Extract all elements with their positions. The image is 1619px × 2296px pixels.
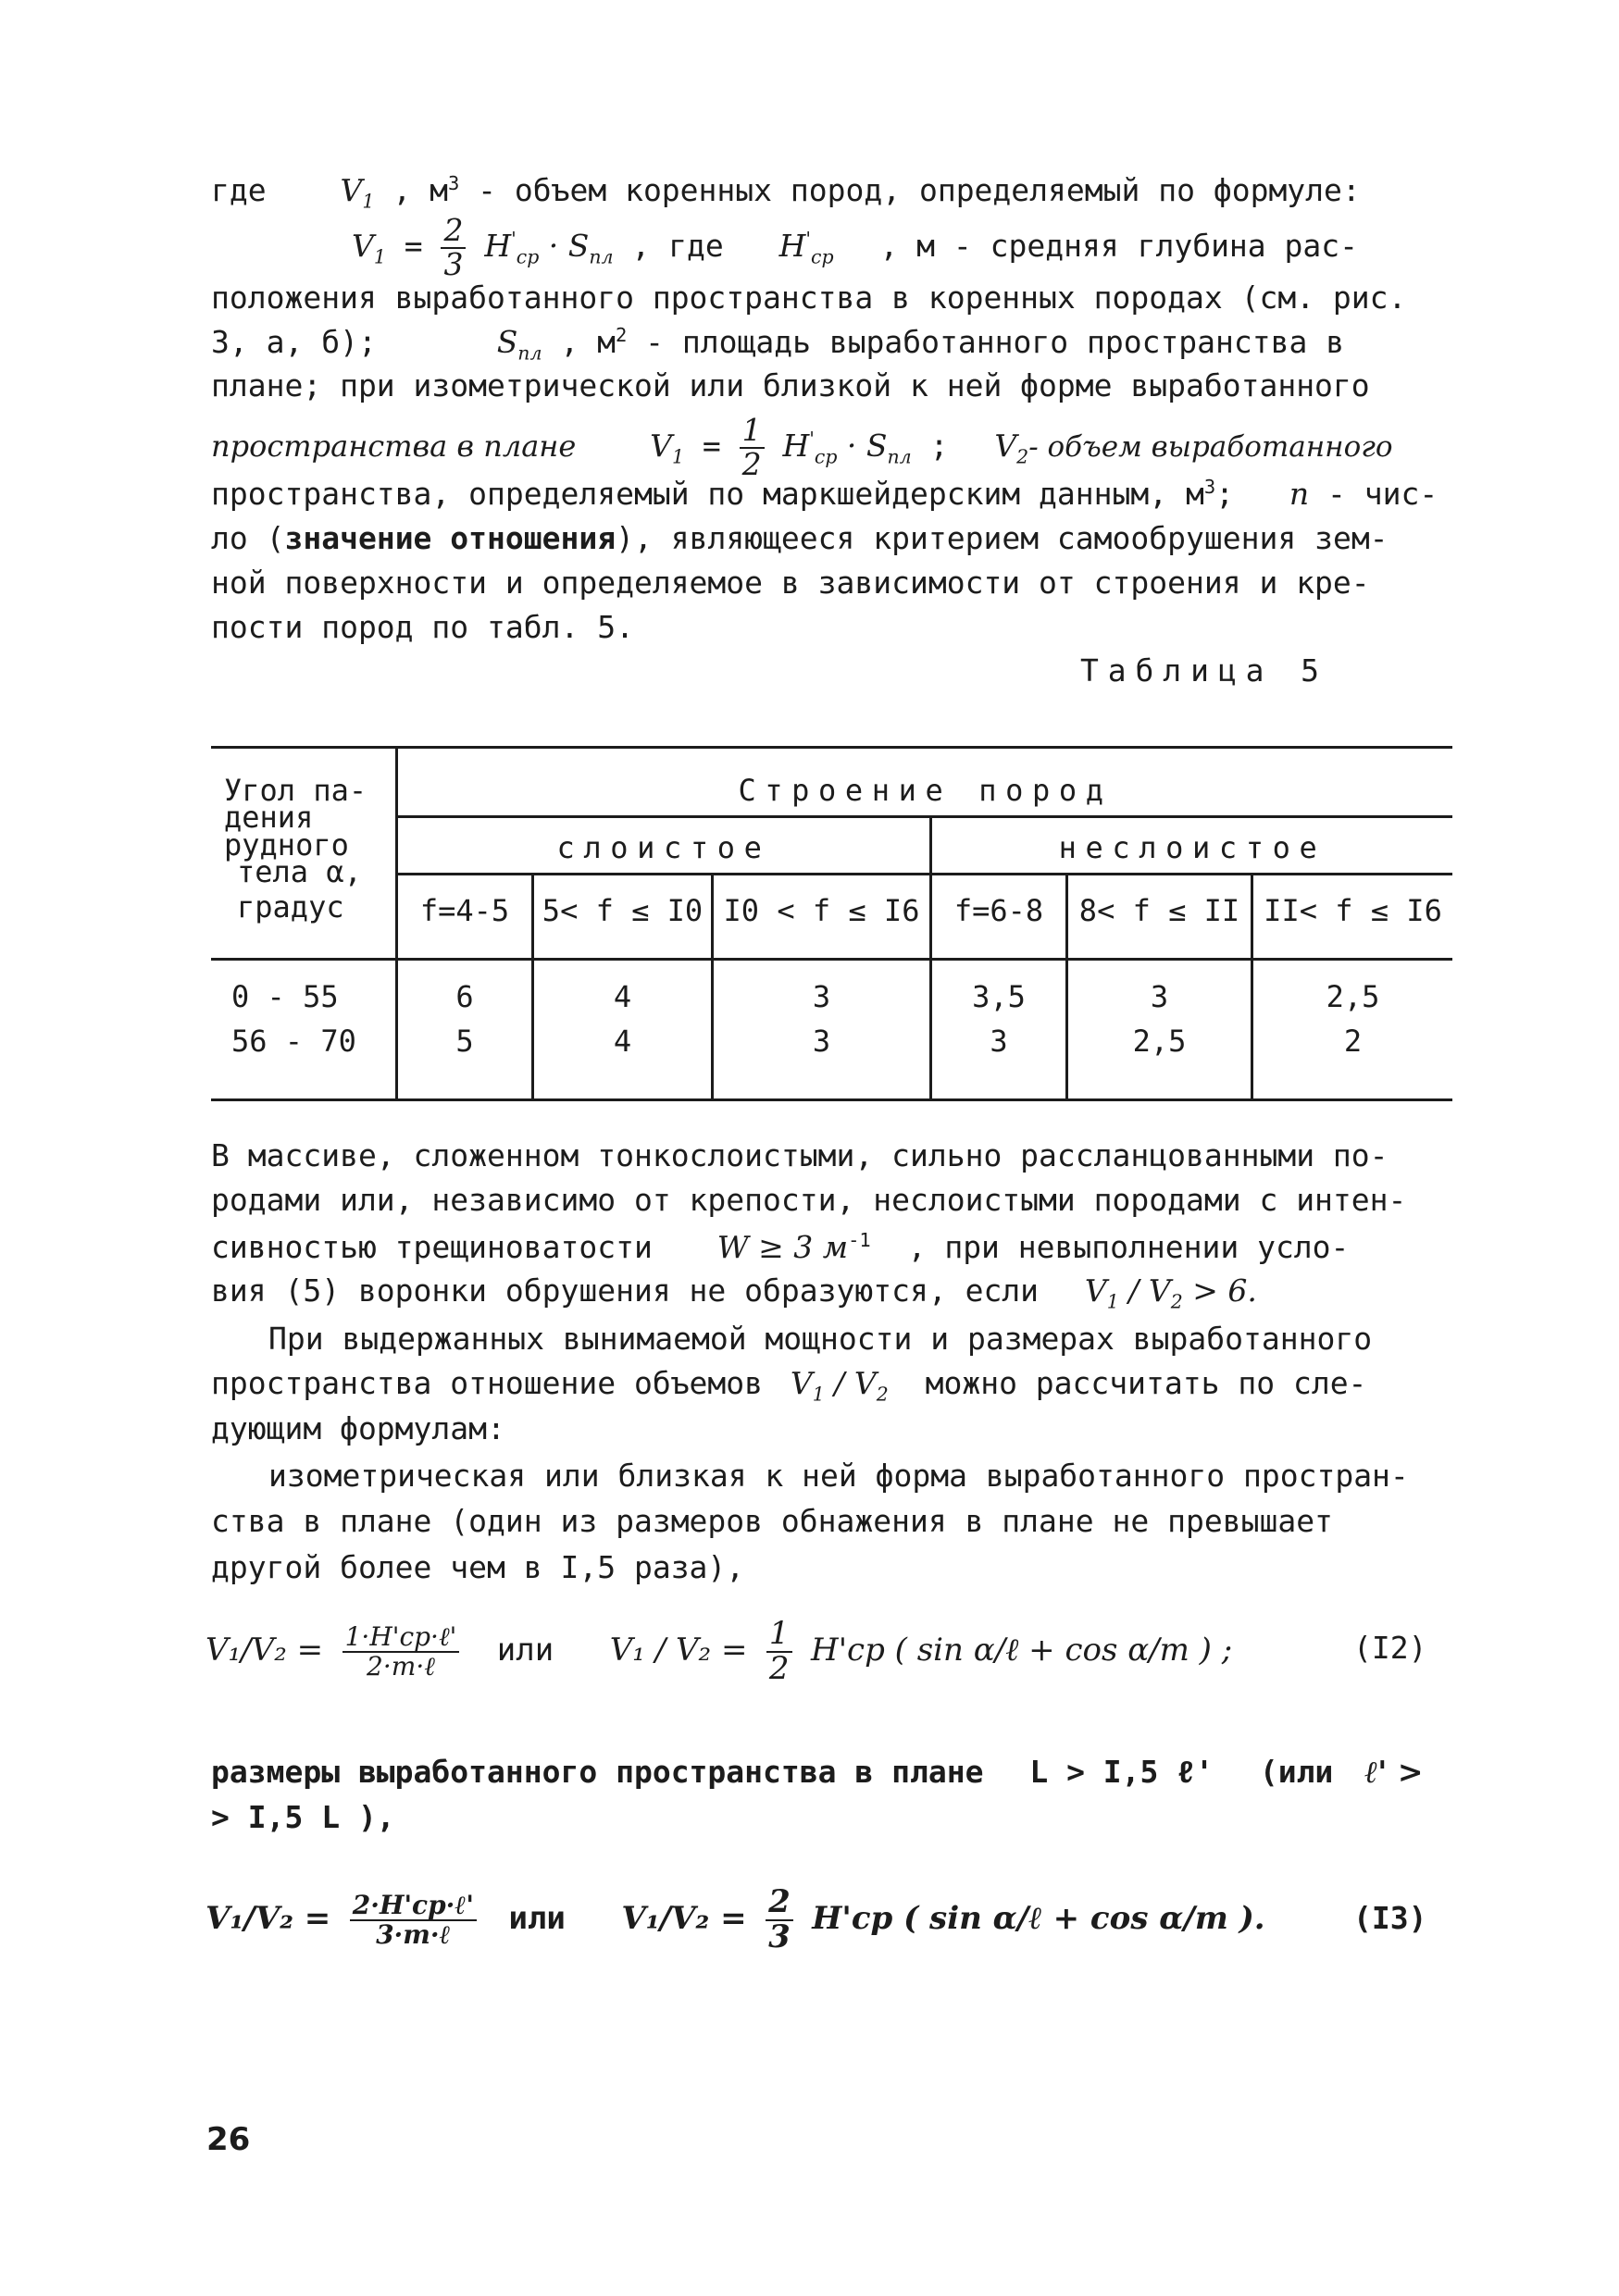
symbol-h: H [778, 228, 806, 265]
subscript: пл [589, 245, 614, 268]
header-line: рудного [224, 826, 349, 863]
equation-13 [205, 1883, 1265, 1955]
page-number: 26 [206, 2121, 251, 2158]
fraction-denominator: 2 [768, 1649, 790, 1687]
bold-text: размеры выработанного пространства в плане [211, 1754, 984, 1790]
text-line: > I,5 L ), [211, 1799, 395, 1835]
table-rule [397, 815, 1452, 818]
subscript: ср [814, 445, 838, 468]
symbol-v: V [853, 1365, 877, 1401]
symbol-h: H [782, 428, 810, 465]
fraction-denominator: 3·m·ℓ [376, 1918, 451, 1950]
header-line: дения [224, 800, 314, 836]
column-header: f=4-5 [419, 893, 510, 928]
column-header: 8< f ≤ II [1078, 893, 1240, 928]
superscript: -1 [848, 1229, 871, 1251]
symbol-n: n [1289, 476, 1310, 512]
table-cell: 4 [613, 1024, 632, 1059]
text: пространства в плане [211, 428, 577, 465]
table-cell: 2,5 [1132, 1024, 1187, 1059]
table-cell-angle: 0 - 55 [231, 979, 339, 1014]
formula-line [352, 212, 1359, 282]
subscript: 2 [1016, 445, 1029, 468]
subscript: 1 [672, 445, 685, 468]
text-line: плане; при изометрической или близкой к ней форме выработанного [211, 367, 1370, 403]
fraction-numerator: 1 [766, 1618, 792, 1653]
table-cell: 4 [613, 979, 632, 1014]
equation-number: (I3) [1353, 1900, 1427, 1936]
corner-header [224, 773, 367, 925]
text: - чис- [1309, 476, 1438, 512]
text: сивностью трещиноватости [211, 1229, 653, 1265]
header-line: градус [237, 888, 344, 925]
text: вия (5) воронки обрушения не образуются, если [211, 1272, 1040, 1309]
text-line: изометрическая или близкая к ней форма выработанного простран- [268, 1458, 1409, 1494]
text-line: ной поверхности и определяемое в зависимости от строения и кре- [211, 565, 1370, 601]
formula-lhs: V₁/V₂ = [205, 1900, 331, 1938]
formula-rhs: V₁ / V₂ = [609, 1632, 748, 1669]
subgroup-header: неслоистое [1058, 830, 1326, 865]
table-cell: 2,5 [1326, 979, 1380, 1014]
column-header: I0 < f ≤ I6 [723, 893, 920, 928]
subscript: ср [516, 245, 540, 268]
equation-number: (I2) [1353, 1630, 1427, 1666]
text: ; [911, 428, 949, 465]
text-line [211, 412, 1393, 482]
text: , где [613, 228, 724, 265]
bold-text: значение отношения [284, 520, 616, 556]
text: - объем коренных пород, определяемый по формуле: [459, 172, 1361, 208]
text: - площадь выработанного пространства в [627, 324, 1345, 360]
table-cell: 3 [812, 1024, 831, 1059]
subscript: 1 [812, 1383, 825, 1406]
subscript: 1 [1106, 1290, 1119, 1313]
symbol-s: · S [837, 428, 888, 465]
table-cell-angle: 56 - 70 [231, 1024, 356, 1059]
text-line: родами или, независимо от крепости, неслоистыми породами с интен- [211, 1182, 1407, 1218]
formula: ℓ' > [1364, 1754, 1424, 1790]
symbol-v: V [650, 428, 672, 465]
text: пространства отношение объемов [211, 1365, 764, 1401]
text: или [508, 1900, 566, 1938]
symbol-v: V [1148, 1272, 1171, 1309]
table-cell: 3 [990, 1024, 1008, 1059]
text: , м [392, 172, 448, 208]
superscript: ' [511, 228, 517, 251]
text: ло ( [211, 520, 285, 556]
column-header: II< f ≤ I6 [1264, 893, 1442, 928]
formula-lhs: V₁/V₂ = [205, 1632, 324, 1669]
text-line [211, 1229, 1350, 1265]
text: 3, а, б); [211, 324, 377, 360]
text: , м - средняя глубина рас- [861, 228, 1359, 265]
header-line: тела α, [237, 854, 362, 890]
text: > 6. [1182, 1272, 1257, 1309]
text-line: ства в плане (один из размеров обнажения в плане не превышает [211, 1503, 1333, 1539]
column-header: f=6-8 [953, 893, 1044, 928]
table-cell: 3,5 [972, 979, 1026, 1014]
text: - объем выработанного [1028, 430, 1393, 465]
text: пространства, определяемый по маркшейдерским данным, м [211, 476, 1204, 512]
fraction-numerator: 2 [441, 215, 466, 249]
symbol-v: V [790, 1365, 813, 1401]
fraction-numerator: 1 [740, 415, 765, 449]
column-header: 5< f ≤ I0 [542, 893, 704, 928]
text: где [211, 172, 267, 208]
text: , м [542, 324, 616, 360]
text-line: дующим формулам: [211, 1410, 505, 1446]
subscript: 1 [373, 245, 386, 268]
text-line [211, 1754, 1424, 1790]
text-line [211, 174, 1361, 211]
text-line [211, 1272, 1257, 1313]
symbol-s: · S [539, 228, 590, 265]
superscript: 3 [447, 172, 460, 194]
symbol-s: S [496, 324, 518, 360]
formula-rhs: V₁/V₂ = [621, 1900, 747, 1938]
subscript: пл [887, 445, 912, 468]
equation-12 [205, 1615, 1233, 1687]
text-line: При выдержанных вынимаемой мощности и размерах выработанного [268, 1321, 1373, 1357]
formula-rhs: H'ср ( sin α/ℓ + cos α/m ) ; [811, 1632, 1233, 1669]
fraction-numerator: 2 [766, 1886, 793, 1921]
header-line: Угол па- [224, 773, 367, 808]
slash: / [824, 1365, 854, 1401]
text-line [211, 476, 1438, 512]
text-line: положения выработанного пространства в коренных породах (см. рис. [211, 279, 1407, 316]
table-title: Таблица 5 [1080, 652, 1328, 689]
text-line [211, 1365, 1367, 1406]
equals: = [385, 228, 442, 265]
superscript: 2 [615, 324, 628, 346]
text-line [211, 520, 1389, 556]
superscript: ' [805, 228, 812, 251]
fraction-denominator: 3 [768, 1917, 791, 1955]
subscript: 1 [362, 190, 375, 213]
table-5 [211, 746, 1452, 1101]
fraction-denominator: 2·m·ℓ [367, 1650, 435, 1682]
group-header: Строение пород [738, 773, 1113, 808]
table-cell: 3 [1150, 979, 1169, 1014]
symbol-h: H [484, 228, 512, 265]
subscript: 2 [1170, 1290, 1183, 1313]
fraction-numerator: 1·H'ср·ℓ' [342, 1623, 460, 1652]
table-cell: 6 [455, 979, 474, 1014]
table-cell: 5 [455, 1024, 474, 1059]
subscript: пл [517, 341, 542, 365]
symbol-v: V [352, 228, 374, 265]
table-cell: 2 [1343, 1024, 1363, 1059]
subscript: 2 [876, 1383, 889, 1406]
fraction-denominator: 2 [741, 445, 762, 482]
table-rule [397, 873, 1452, 875]
formula-rhs: H'ср ( sin α/ℓ + cos α/m ). [812, 1900, 1265, 1938]
text: или [496, 1632, 554, 1669]
text-line: пости пород по табл. 5. [211, 609, 634, 645]
symbol-v: V [340, 172, 363, 208]
formula: L > I,5 ℓ' [1029, 1754, 1214, 1790]
text: можно рассчитать по сле- [906, 1365, 1367, 1401]
symbol-v: V [1084, 1272, 1107, 1309]
symbol-v: V [994, 428, 1017, 465]
superscript: ' [809, 428, 815, 451]
equals: = [684, 428, 740, 465]
subgroup-header: слоистое [556, 830, 771, 865]
text-line: В массиве, сложенном тонкослоистыми, сильно рассланцованными по- [211, 1137, 1389, 1173]
text-line [211, 326, 1344, 363]
table-cell: 3 [812, 979, 831, 1014]
bold-text: (или [1259, 1754, 1334, 1790]
superscript: 3 [1203, 476, 1216, 498]
text: ; [1215, 476, 1235, 512]
formula: W ≥ 3 м [716, 1229, 849, 1265]
subscript: ср [811, 245, 834, 268]
fraction-denominator: 3 [443, 245, 464, 282]
slash: / [1118, 1272, 1149, 1309]
text: ), являющееся критерием самообрушения зем- [616, 520, 1389, 556]
text: , при невыполнении усло- [889, 1229, 1350, 1265]
text-line: другой более чем в I,5 раза), [211, 1549, 745, 1585]
fraction-numerator: 2·H'ср·ℓ' [350, 1892, 477, 1920]
